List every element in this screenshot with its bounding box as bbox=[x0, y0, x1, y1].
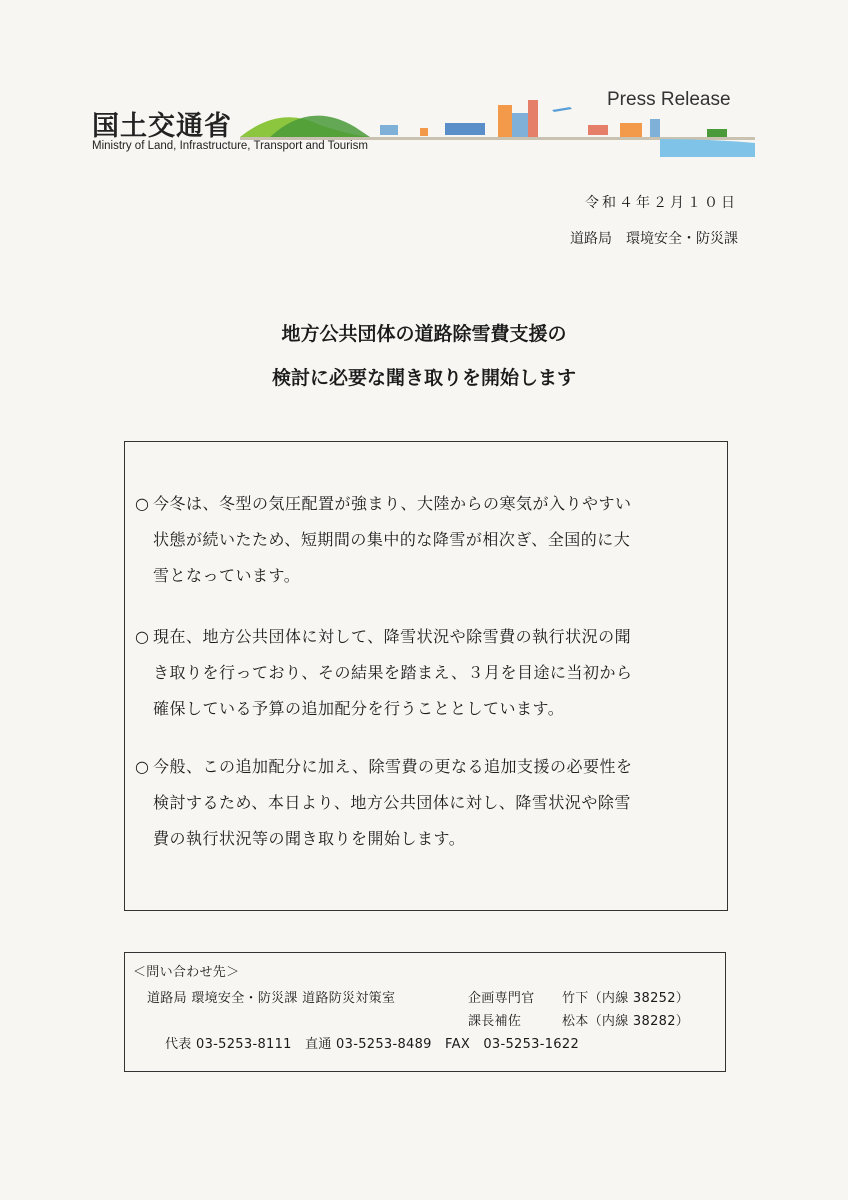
paragraph-line: 検討するため、本日より、地方公共団体に対し、降雪状況や除雪 bbox=[153, 793, 631, 812]
paragraph-line: 今般、この追加配分に加え、除雪費の更なる追加支援の必要性を bbox=[153, 757, 633, 776]
ministry-logo-en: Ministry of Land, Infrastructure, Transport and Tourism bbox=[92, 140, 368, 152]
contact-phones: 代表 03-5253-8111 直通 03-5253-8489 FAX 03-5253-1622 bbox=[165, 1037, 580, 1052]
contact-person2-title: 課長補佐 bbox=[468, 1014, 522, 1029]
paragraph-line: 費の執行状況等の聞き取りを開始します。 bbox=[153, 829, 466, 848]
department-name: 道路局 環境安全・防災課 bbox=[570, 231, 738, 247]
ministry-logo-jp: 国土交通省 bbox=[92, 111, 232, 142]
paragraph-line: 状態が続いたため、短期間の集中的な降雪が相次ぎ、全国的に大 bbox=[153, 530, 631, 549]
paragraph-3 bbox=[135, 749, 725, 857]
contact-person2: 松本（内線 38282） bbox=[562, 1014, 690, 1029]
document-title bbox=[0, 312, 848, 400]
paragraph-line: 現在、地方公共団体に対して、降雪状況や除雪費の執行状況の聞 bbox=[153, 627, 632, 646]
contact-org: 道路局 環境安全・防災課 道路防災対策室 bbox=[147, 991, 396, 1006]
paragraph-line: 雪となっています。 bbox=[153, 566, 301, 585]
paragraph-1 bbox=[135, 486, 725, 594]
paragraph-line: き取りを行っており、その結果を踏まえ、３月を目途に当初から bbox=[153, 663, 633, 682]
contact-box bbox=[124, 952, 726, 1072]
paragraph-line: 今冬は、冬型の気圧配置が強まり、大陸からの寒気が入りやすい bbox=[153, 494, 632, 513]
title-line-2: 検討に必要な聞き取りを開始します bbox=[271, 367, 576, 389]
bullet-circle: ○ bbox=[135, 627, 150, 646]
title-line-1: 地方公共団体の道路除雪費支援の bbox=[281, 323, 567, 345]
summary-box bbox=[124, 441, 728, 911]
paragraph-2 bbox=[135, 619, 725, 727]
paragraph-line: 確保している予算の追加配分を行うこととしています。 bbox=[153, 699, 565, 718]
press-release-label: Press Release bbox=[607, 89, 731, 110]
bullet-circle: ○ bbox=[135, 494, 150, 513]
release-date: 令和４年２月１０日 bbox=[585, 195, 738, 211]
header bbox=[0, 0, 848, 170]
contact-person1: 竹下（内線 38252） bbox=[562, 991, 690, 1006]
contact-heading: ＜問い合わせ先＞ bbox=[133, 965, 240, 980]
contact-person1-title: 企画専門官 bbox=[468, 991, 535, 1006]
bullet-circle: ○ bbox=[135, 757, 150, 776]
